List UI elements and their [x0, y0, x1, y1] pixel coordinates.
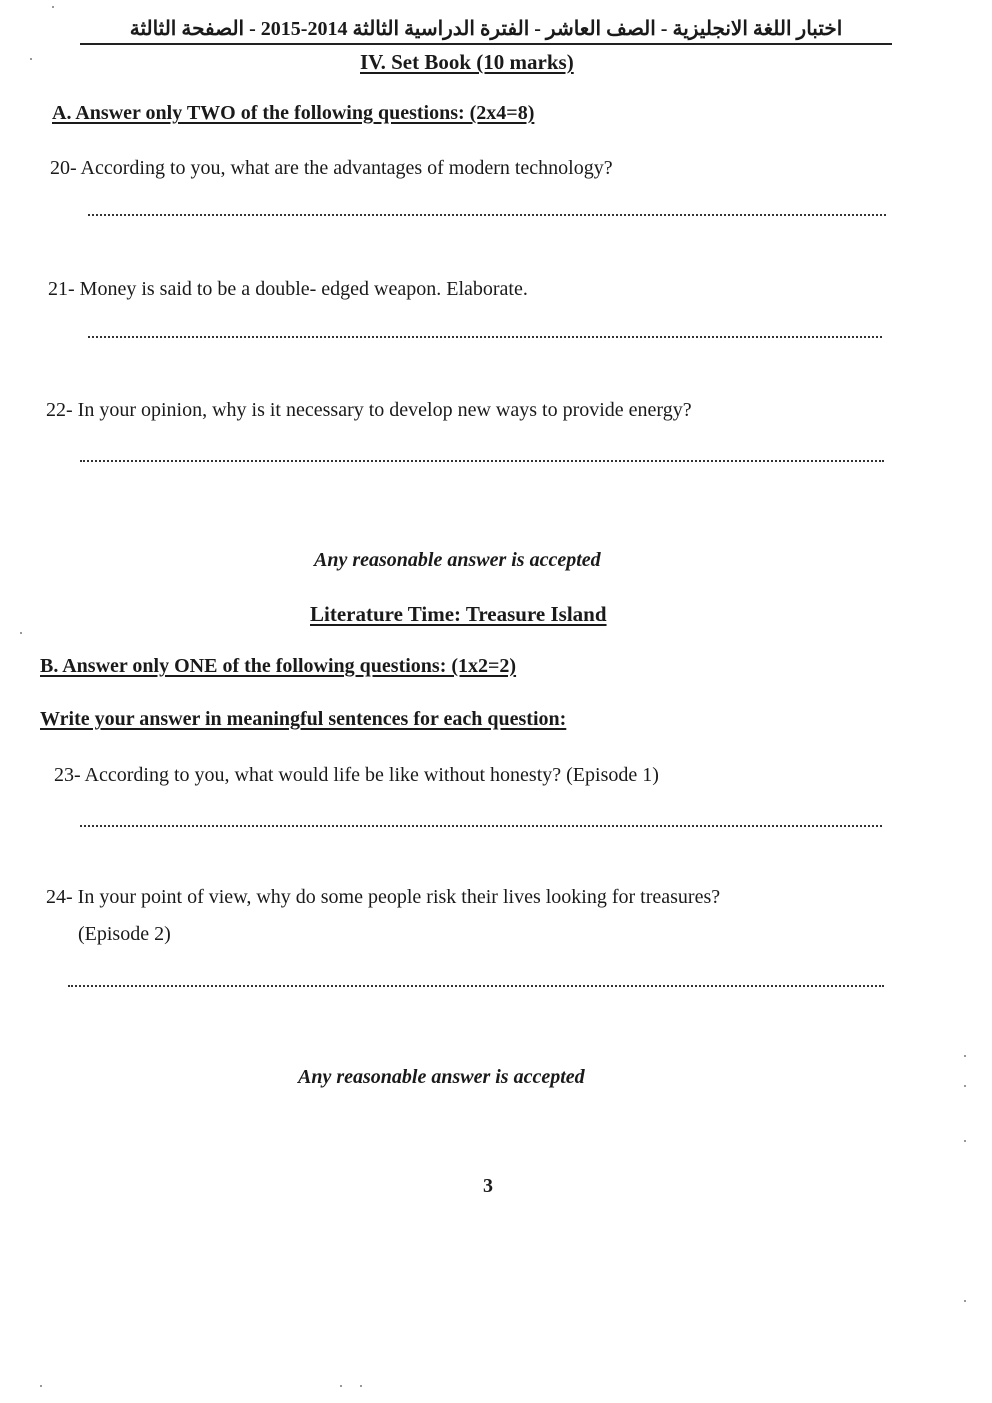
part-b-note: Any reasonable answer is accepted: [298, 1066, 585, 1088]
part-a-note: Any reasonable answer is accepted: [314, 549, 601, 571]
page-number: 3: [483, 1175, 493, 1197]
answer-line-23[interactable]: [80, 825, 882, 827]
answer-line-21[interactable]: [88, 336, 882, 338]
question-20: 20- According to you, what are the advantages of modern technology?: [50, 157, 613, 179]
scan-speck: [360, 1385, 362, 1387]
scan-speck: [340, 1385, 342, 1387]
part-b-instruction: B. Answer only ONE of the following questions: (1x2=2): [40, 655, 517, 677]
scan-speck: [30, 58, 32, 60]
scan-speck: [964, 1055, 966, 1057]
scan-speck: [40, 1385, 42, 1387]
answer-line-20[interactable]: [88, 214, 886, 216]
question-22: 22- In your opinion, why is it necessary to develop new ways to provide energy?: [46, 399, 692, 421]
question-23: 23- According to you, what would life be like without honesty? (Episode 1): [54, 764, 659, 786]
scan-speck: [52, 6, 54, 8]
part-b-sub-instruction: Write your answer in meaningful sentences for each question:: [40, 708, 567, 730]
answer-line-24[interactable]: [68, 985, 884, 987]
question-21: 21- Money is said to be a double- edged weapon. Elaborate.: [48, 278, 528, 300]
section-title: IV. Set Book (10 marks): [360, 50, 574, 74]
literature-title: Literature Time: Treasure Island: [310, 602, 607, 626]
scan-speck: [20, 632, 22, 634]
part-a-instruction: A. Answer only TWO of the following questions: (2x4=8): [52, 102, 535, 124]
scan-speck: [964, 1300, 966, 1302]
question-24-continuation: (Episode 2): [78, 923, 171, 945]
question-24: 24- In your point of view, why do some people risk their lives looking for treasures?: [46, 886, 721, 908]
scan-speck: [964, 1085, 966, 1087]
answer-line-22[interactable]: [80, 460, 884, 462]
scan-speck: [964, 1140, 966, 1142]
exam-header: اختبار اللغة الانجليزية - الصف العاشر - الفترة الدراسية الثالثة 2014-2015 - الصفحة الثالثة: [80, 16, 892, 45]
